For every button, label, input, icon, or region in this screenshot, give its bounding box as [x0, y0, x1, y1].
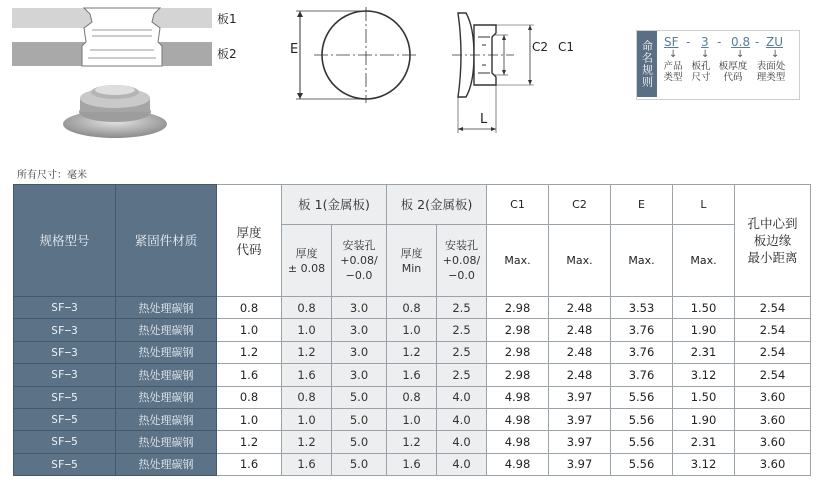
arrow-down-icon: ↓ [736, 49, 745, 60]
cell-c2: 2.48 [549, 319, 611, 341]
cell-e: 5.56 [611, 431, 673, 453]
dimension-c1-label: C1 [558, 40, 575, 54]
cell-plate1-thickness: 1.2 [282, 431, 332, 453]
cell-plate1-hole: 3.0 [332, 297, 387, 319]
cell-plate1-hole: 5.0 [332, 431, 387, 453]
arrow-down-icon: ↓ [669, 49, 678, 60]
cell-l: 1.90 [673, 408, 735, 430]
cell-plate1-thickness: 1.0 [282, 408, 332, 430]
cell-model: SF−5 [14, 386, 116, 408]
code-thickness: 0.8 [731, 35, 751, 49]
code-separator: - [755, 35, 760, 49]
cell-c2: 2.48 [549, 297, 611, 319]
cell-e: 3.76 [611, 364, 673, 386]
cell-thickness-code: 1.2 [217, 341, 282, 363]
cell-e: 5.56 [611, 453, 673, 475]
cell-plate2-thickness: 1.0 [387, 408, 437, 430]
cell-material: 热处理碳钢 [116, 408, 217, 430]
front-view-drawing [286, 5, 436, 105]
header-plate2-hole: 安装孔 +0.08/ −0.0 [437, 225, 487, 297]
header-c2-max: Max. [549, 225, 611, 297]
cell-model: SF−5 [14, 453, 116, 475]
cell-model: SF−3 [14, 297, 116, 319]
cell-plate2-thickness: 0.8 [387, 297, 437, 319]
desc-surface: 表面处 理类型 [756, 61, 786, 83]
cell-thickness-code: 0.8 [217, 297, 282, 319]
table-row [14, 386, 811, 408]
cell-e: 3.76 [611, 319, 673, 341]
cell-c1: 4.98 [487, 453, 549, 475]
plate2-label: 板2 [217, 47, 237, 61]
desc-product-type: 产品 类型 [663, 61, 683, 83]
cell-material: 热处理碳钢 [116, 364, 217, 386]
cell-plate1-hole: 5.0 [332, 408, 387, 430]
cell-model: SF−3 [14, 341, 116, 363]
cell-l: 1.90 [673, 319, 735, 341]
cell-c1: 4.98 [487, 431, 549, 453]
cell-material: 热处理碳钢 [116, 431, 217, 453]
cell-thickness-code: 1.0 [217, 319, 282, 341]
cell-c2: 2.48 [549, 364, 611, 386]
cell-c2: 3.97 [549, 431, 611, 453]
naming-rule-tag: 命名规则 [637, 31, 657, 97]
arrow-down-icon: ↓ [701, 49, 710, 60]
dimension-c2-label: C2 [532, 40, 549, 54]
spec-table [13, 184, 811, 476]
cell-plate2-thickness: 1.6 [387, 453, 437, 475]
cell-c1: 2.98 [487, 319, 549, 341]
table-row [14, 297, 811, 319]
table-row [14, 408, 811, 430]
table-row [14, 319, 811, 341]
cell-e: 3.76 [611, 341, 673, 363]
cell-thickness-code: 0.8 [217, 386, 282, 408]
cell-plate2-hole: 4.0 [437, 408, 487, 430]
cell-min-distance: 2.54 [735, 341, 811, 363]
header-l-max: Max. [673, 225, 735, 297]
cell-plate1-hole: 3.0 [332, 364, 387, 386]
naming-arrows [660, 49, 800, 61]
cell-plate2-thickness: 1.6 [387, 364, 437, 386]
header-l: L [673, 185, 735, 225]
code-hole-size: 3 [701, 35, 709, 49]
cell-c1: 4.98 [487, 386, 549, 408]
cell-c1: 2.98 [487, 341, 549, 363]
cell-c1: 2.98 [487, 364, 549, 386]
header-thickness-code: 厚度 代码 [217, 185, 282, 297]
cell-c1: 2.98 [487, 297, 549, 319]
cell-plate2-thickness: 1.0 [387, 319, 437, 341]
cell-plate1-thickness: 1.0 [282, 319, 332, 341]
cell-plate2-hole: 2.5 [437, 364, 487, 386]
cell-e: 3.53 [611, 297, 673, 319]
cell-plate1-thickness: 0.8 [282, 297, 332, 319]
header-material: 紧固件材质 [116, 185, 217, 297]
spec-table-body [14, 297, 811, 476]
code-surface: ZU [766, 35, 784, 49]
cell-c2: 3.97 [549, 386, 611, 408]
cell-l: 1.50 [673, 297, 735, 319]
table-row [14, 453, 811, 475]
cell-thickness-code: 1.2 [217, 431, 282, 453]
desc-thickness: 板厚度 代码 [718, 61, 748, 83]
plate1-label: 板1 [217, 12, 237, 26]
cell-min-distance: 3.60 [735, 453, 811, 475]
header-e: E [611, 185, 673, 225]
cell-plate2-thickness: 1.2 [387, 431, 437, 453]
cell-plate2-thickness: 0.8 [387, 386, 437, 408]
cell-plate1-thickness: 1.2 [282, 341, 332, 363]
desc-hole-size: 板孔 尺寸 [691, 61, 711, 83]
cell-model: SF−3 [14, 364, 116, 386]
cell-plate1-thickness: 0.8 [282, 386, 332, 408]
cell-l: 1.50 [673, 386, 735, 408]
cell-plate1-hole: 3.0 [332, 341, 387, 363]
cell-plate2-hole: 2.5 [437, 297, 487, 319]
header-c1: C1 [487, 185, 549, 225]
cell-e: 5.56 [611, 408, 673, 430]
dimension-e-label: E [290, 42, 299, 57]
cell-min-distance: 3.60 [735, 386, 811, 408]
cell-plate1-hole: 5.0 [332, 453, 387, 475]
cell-l: 3.12 [673, 364, 735, 386]
cell-plate1-hole: 3.0 [332, 319, 387, 341]
table-row [14, 364, 811, 386]
cell-c2: 3.97 [549, 408, 611, 430]
header-min-distance: 孔中心到 板边缘 最小距离 [735, 185, 811, 297]
plate-cross-section-illustration [12, 6, 212, 72]
dimension-l-label: L [480, 112, 488, 127]
arrow-down-icon: ↓ [771, 49, 780, 60]
header-c2: C2 [549, 185, 611, 225]
header-plate1-hole: 安装孔 +0.08/ −0.0 [332, 225, 387, 297]
cell-model: SF−5 [14, 431, 116, 453]
cell-plate2-hole: 4.0 [437, 386, 487, 408]
cell-c1: 4.98 [487, 408, 549, 430]
code-separator: - [686, 35, 691, 49]
header-plate2: 板 2(金属板) [387, 185, 487, 225]
cell-plate2-hole: 2.5 [437, 341, 487, 363]
cell-c2: 3.97 [549, 453, 611, 475]
cell-material: 热处理碳钢 [116, 319, 217, 341]
cell-plate1-hole: 5.0 [332, 386, 387, 408]
cell-model: SF−3 [14, 319, 116, 341]
cell-material: 热处理碳钢 [116, 386, 217, 408]
cell-min-distance: 3.60 [735, 408, 811, 430]
cell-e: 5.56 [611, 386, 673, 408]
cell-l: 2.31 [673, 341, 735, 363]
cell-material: 热处理碳钢 [116, 341, 217, 363]
header-plate1: 板 1(金属板) [282, 185, 387, 225]
header-e-max: Max. [611, 225, 673, 297]
header-model: 规格型号 [14, 185, 116, 297]
cell-plate2-thickness: 1.2 [387, 341, 437, 363]
cell-c2: 2.48 [549, 341, 611, 363]
cell-plate2-hole: 2.5 [437, 319, 487, 341]
cell-thickness-code: 1.6 [217, 453, 282, 475]
cell-l: 3.12 [673, 453, 735, 475]
fastener-3d-image [60, 78, 170, 140]
table-row [14, 341, 811, 363]
naming-code-line [660, 35, 800, 49]
cell-plate1-thickness: 1.6 [282, 364, 332, 386]
cell-material: 热处理碳钢 [116, 453, 217, 475]
table-row [14, 431, 811, 453]
cell-l: 2.31 [673, 431, 735, 453]
cell-min-distance: 2.54 [735, 319, 811, 341]
header-plate1-thickness: 厚度 ± 0.08 [282, 225, 332, 297]
cell-plate1-thickness: 1.6 [282, 453, 332, 475]
cell-material: 热处理碳钢 [116, 297, 217, 319]
header-plate2-thickness: 厚度 Min [387, 225, 437, 297]
code-separator: - [717, 35, 722, 49]
header-c1-max: Max. [487, 225, 549, 297]
cell-plate2-hole: 4.0 [437, 431, 487, 453]
cell-model: SF−5 [14, 408, 116, 430]
cell-plate2-hole: 4.0 [437, 453, 487, 475]
cell-min-distance: 3.60 [735, 431, 811, 453]
cell-thickness-code: 1.0 [217, 408, 282, 430]
cell-min-distance: 2.54 [735, 297, 811, 319]
cell-thickness-code: 1.6 [217, 364, 282, 386]
side-view-drawing [452, 5, 580, 135]
code-product-type: SF [664, 35, 679, 49]
cell-min-distance: 2.54 [735, 364, 811, 386]
unit-note: 所有尺寸：毫米 [17, 170, 87, 181]
